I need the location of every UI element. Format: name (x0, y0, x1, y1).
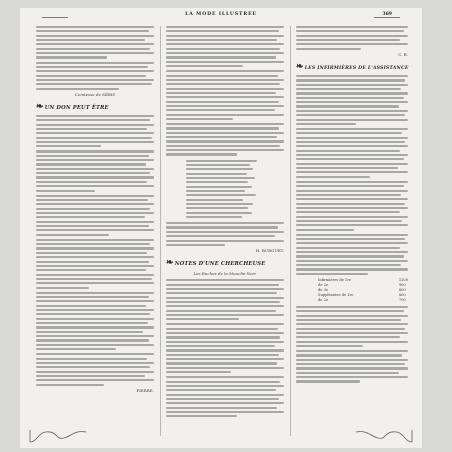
article-heading-notes: ❧NOTES D'UNE CHERCHEUSE (166, 258, 266, 269)
signature-pierre: PIERRE. (136, 387, 154, 393)
article-text-block (166, 279, 284, 417)
signature-comtesse: Comtesse de SÉRIS (74, 91, 116, 97)
table-row-label: de 2e (318, 297, 328, 302)
signature-burguet: H. BURGUET. (255, 248, 284, 254)
newspaper-page (20, 8, 422, 448)
column-divider (160, 26, 161, 436)
table-row-label: de 2e (318, 282, 328, 287)
header-ornament-left (42, 17, 68, 18)
column-left (36, 26, 154, 436)
table-row-value: 800 (398, 287, 406, 292)
article-subheading: Les Ruches de la Mouche-Noir. (193, 271, 257, 277)
article-text-block (296, 26, 408, 50)
drop-cap-ornament: ❧ (296, 62, 304, 73)
table-row-value: 800 (398, 292, 406, 297)
column-divider (290, 26, 291, 436)
corner-ornament-right (354, 426, 414, 444)
article-text-block (166, 26, 284, 156)
table-row-value: 900 (398, 282, 406, 287)
article-text-block (296, 306, 408, 383)
table-row-label: Suppléantes de 1re (318, 292, 354, 297)
column-middle (166, 26, 284, 436)
table-row-value: 700 (398, 297, 406, 302)
page-number: 369 (382, 12, 392, 17)
column-right (296, 26, 408, 436)
article-heading-infirmieres: ❧LES INFIRMIÈRES DE L'ASSISTANCE (296, 62, 409, 73)
signature-cb: C. B. (398, 52, 408, 58)
corner-ornament-left (28, 426, 88, 444)
article-text-block (296, 75, 408, 275)
drop-cap-ornament: ❧ (166, 258, 174, 269)
article-text-block (36, 115, 154, 386)
poem-block (186, 160, 268, 219)
masthead-title: LA MODE ILLUSTRÉE (185, 12, 257, 17)
article-text-block (166, 222, 284, 246)
page-header (20, 12, 422, 20)
table-row-label: Infirmières de 1re (318, 277, 352, 282)
article-heading-un-don: ❧UN DON PEUT ÊTRE (36, 101, 109, 112)
drop-cap-ornament: ❧ (36, 101, 44, 112)
article-text-block (36, 26, 154, 90)
table-row-value: 1200 (398, 277, 408, 282)
table-row-label: de 3e (318, 287, 328, 292)
header-ornament-right (374, 17, 400, 18)
salary-table (318, 278, 408, 303)
